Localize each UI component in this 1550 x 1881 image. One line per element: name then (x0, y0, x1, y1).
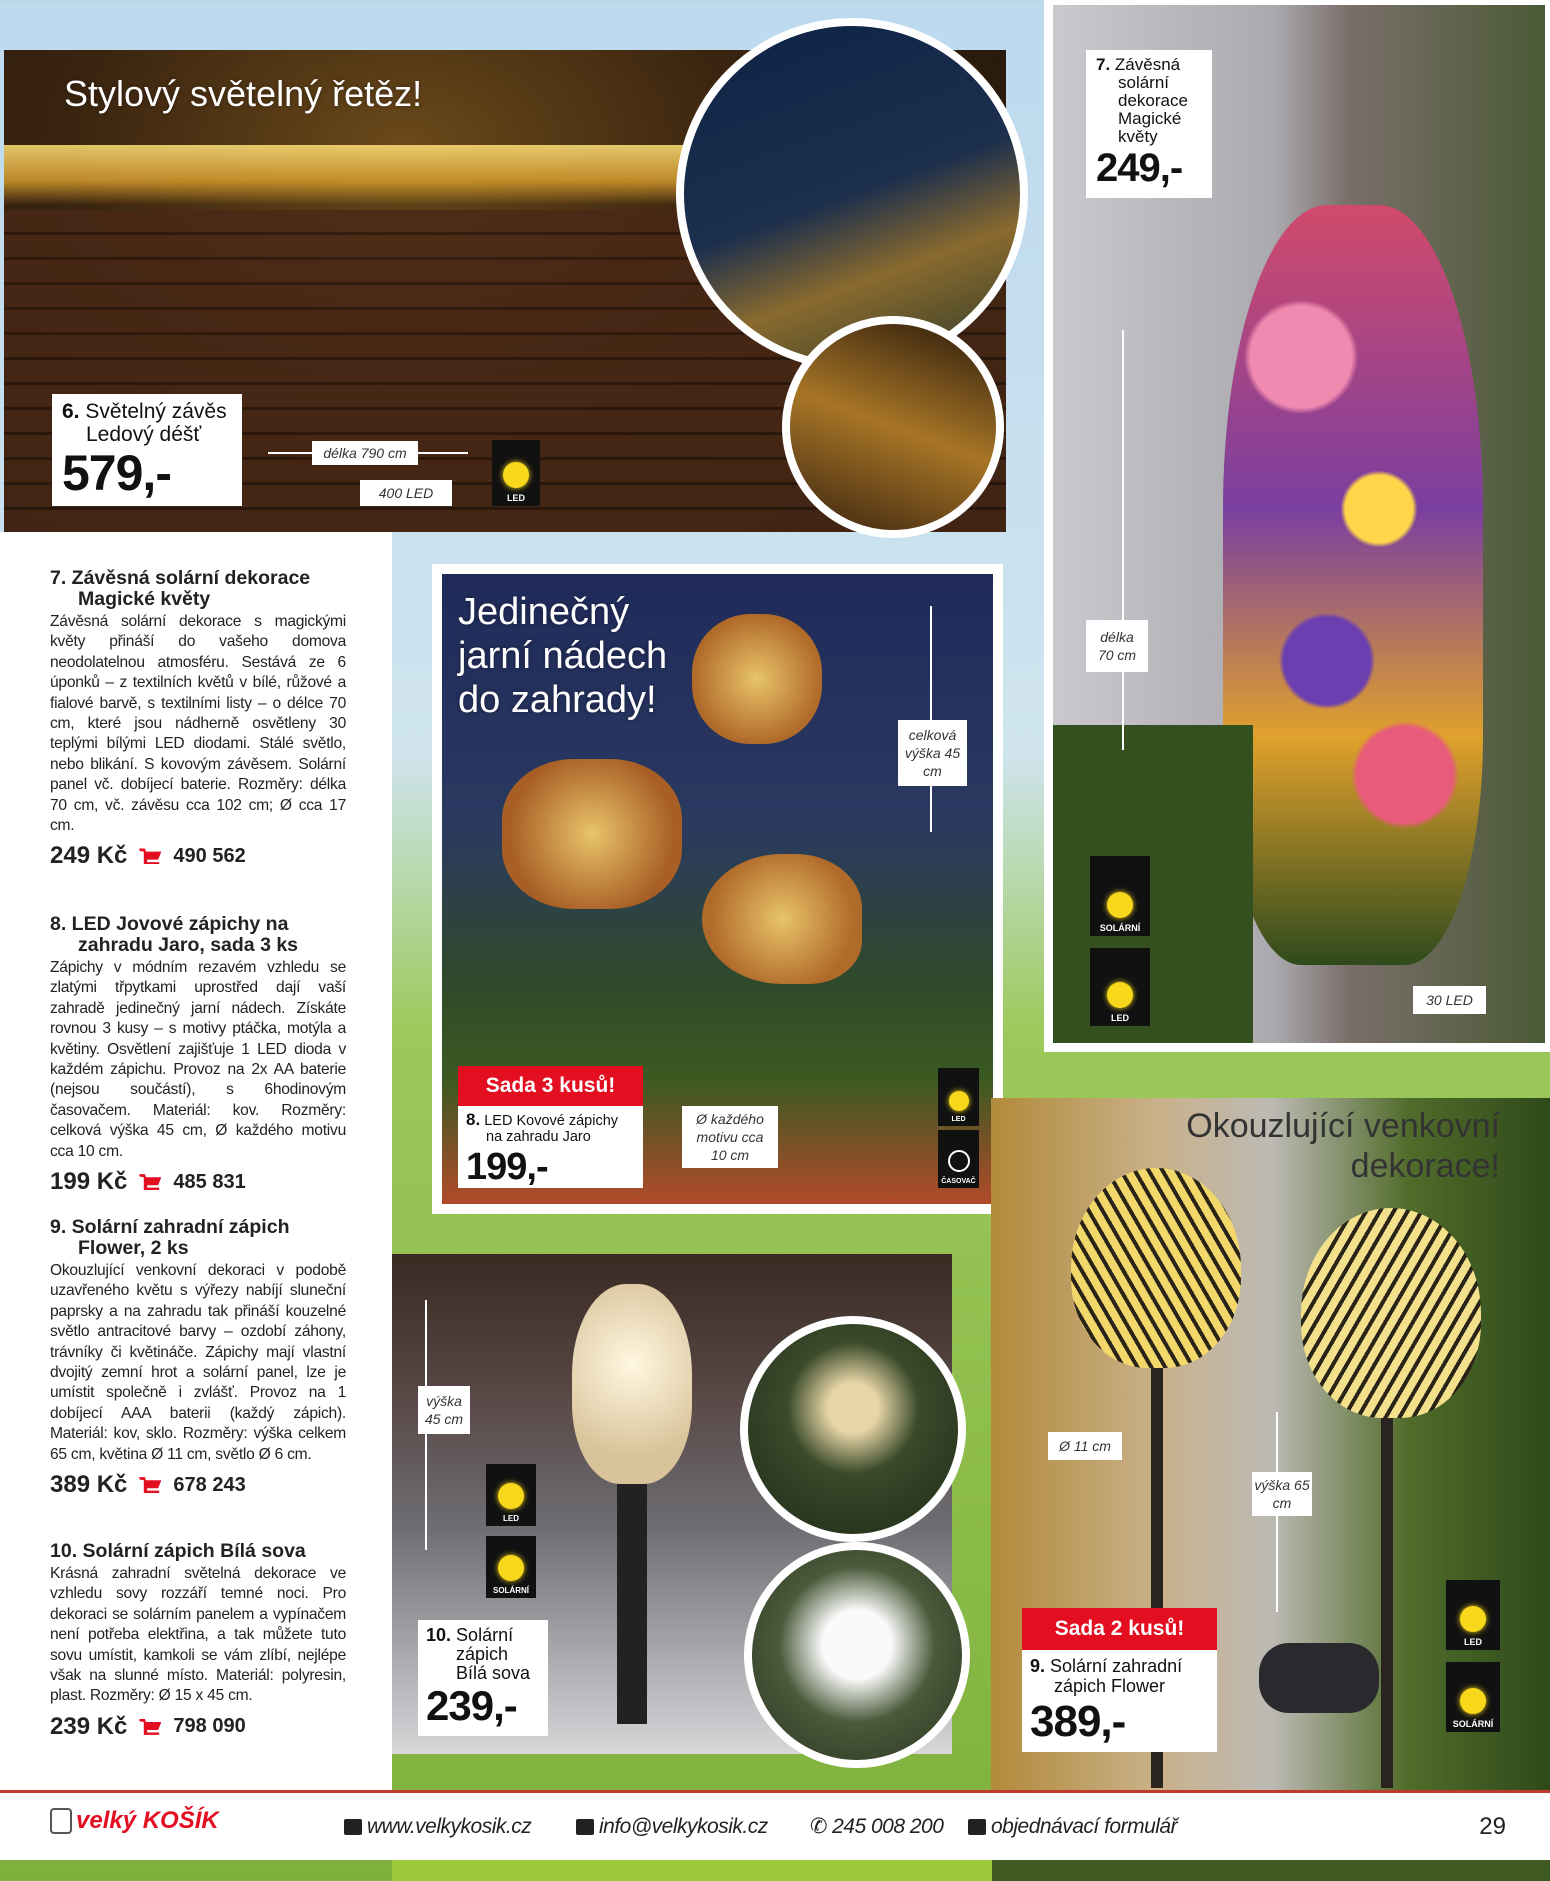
banner-item-name: Světelný závěs Ledový déšť (85, 400, 227, 446)
product-price: 249 Kč (50, 842, 128, 870)
product-description-10 (50, 1541, 346, 1741)
product-price: 239 Kč (50, 1712, 128, 1740)
flower-item-name: Solární zahradní zápich Flower (1050, 1656, 1183, 1696)
footer-phone[interactable]: ✆ 245 008 200 (810, 1814, 944, 1838)
footer-order-form[interactable]: objednávací formulář (968, 1815, 1177, 1839)
cart-logo-icon (50, 1808, 72, 1834)
stakes-item-name: LED Kovové zápichy na zahradu Jaro (484, 1113, 619, 1145)
product-description: Závěsná solární dekorace s magickými květy přináší do vašeho domova neodolatelnou atmosféru. Sestává ze 6 úponků – z textilních květů v bílé, růžové a fialové barvě, s textilními listy – o délce 70 cm, které jsou nádherně osvětleny 30 teplými bílými LED diodami. Stálé světlo, nebo blikání. S kovovým závěsem. Solární panel vč. dobíjecí baterie. Rozměry: délka 70 cm, vč. závěsu cca 102 cm; Ø cca 17 cm. (50, 613, 346, 835)
cart-icon[interactable] (139, 1174, 161, 1190)
set-badge: Sada 2 kusů! (1022, 1608, 1217, 1650)
flower-price: 389,- (1030, 1697, 1126, 1746)
hanging-item-name: Závěsná solární dekorace Magické květy (1114, 55, 1188, 146)
owl-detail-circle-bottom (744, 1542, 970, 1768)
stakes-headline: Jedinečný jarní nádech do zahrady! (458, 591, 668, 721)
product-description-9 (50, 1217, 346, 1499)
flower-height-tag: výška 65 cm (1252, 1472, 1312, 1516)
owl-figure (572, 1284, 692, 1484)
price-row (50, 1168, 346, 1196)
height-arrow (930, 606, 932, 832)
mail-icon (576, 1819, 594, 1835)
solar-icon: SOLÁRNÍ (1446, 1662, 1500, 1732)
tulip-lamp-right (1301, 1208, 1481, 1418)
product-description: Okouzlující venkovní dekoraci v podobě uzavřeného květu s výřezy nabíjí sluneční paprsky a na zahradu tak přináší kouzelné světlo antracitové barvy – ozdobí záhony, trávníky či květináče. Zápichy mají vlastní dvojitý zemní hrot a solární panel, lze je umístit společně i zvlášť. Provoz na 1 dobíjecí AAA baterii (každý zápich). Materiál: kov, sklo. Rozměry: výška celkem 65 cm, květina Ø 11 cm, světlo Ø 6 cm. (50, 1262, 346, 1463)
footer (0, 1790, 1550, 1860)
solar-icon: SOLÁRNÍ (1090, 856, 1150, 936)
monitor-icon (344, 1819, 362, 1835)
product-title: 7. Závěsná solární dekorace Magické květy (50, 567, 311, 610)
flower-diameter-tag: Ø 11 cm (1048, 1432, 1122, 1460)
solar-panel (1259, 1643, 1379, 1713)
product-description: Krásná zahradní světelná dekorace ve vzhledu sovy rozzáří temné noci. Pro dekoraci se solárním panelem a vypínačem není potřeba elektřina, a tak můžete tuto sovu umístit, kamkoli se vám zlíbí, nejlépe však na slunné místo. Materiál: polyresin, plast. Rozměry: Ø 15 x 45 cm. (50, 1565, 346, 1705)
footer-email[interactable]: info@velkykosik.cz (576, 1815, 768, 1839)
butterfly-stake (502, 759, 682, 909)
tulip-lamp-left (1071, 1168, 1241, 1368)
flower-stake (692, 614, 822, 744)
owl-height-tag: výška 45 cm (418, 1386, 470, 1434)
page-number: 29 (1479, 1812, 1506, 1840)
hanging-led-tag: 30 LED (1413, 986, 1486, 1014)
lamp-stake-right (1381, 1418, 1393, 1788)
solar-stake (617, 1484, 647, 1724)
length-tag: délka 790 cm (312, 441, 418, 465)
hanging-price-label: 7. Závěsná solární dekorace Magické květy 249,- (1086, 50, 1212, 198)
cart-icon[interactable] (139, 848, 161, 864)
product-title: 10. Solární zápich Bílá sova (50, 1540, 306, 1562)
led-icon: LED (938, 1068, 979, 1126)
bird-stake (702, 854, 862, 984)
led-icon: LED (486, 1464, 536, 1526)
price-row (50, 842, 346, 870)
product-description: Zápichy v módním rezavém vzhledu se zlatými třpytkami uprostřed dají vaší zahradě jedinečný jarní nádech. Získáte rovnou 3 kusy – s motivy ptáčka, motýla a květiny. Osvětlení zajišťuje 1 LED dioda v každém zápichu. Provoz na 2x AA baterie (nejsou součástí), s 6hodinovým časovačem. Materiál: kov. Rozměry: celková výška 45 cm, Ø každého motivu cca 10 cm. (50, 959, 346, 1160)
owl-price: 239,- (426, 1682, 517, 1729)
product-code: 678 243 (173, 1473, 246, 1496)
eave-lights (4, 145, 724, 205)
logo[interactable]: velký KOŠÍK (50, 1807, 219, 1835)
price-row (50, 1471, 346, 1499)
timer-icon: ČASOVAČ (938, 1130, 979, 1188)
led-count-tag: 400 LED (360, 480, 452, 506)
banner-detail-circle-large (676, 18, 1028, 370)
banner-title: Stylový světelný řetěz! (64, 73, 423, 114)
set-badge: Sada 3 kusů! (458, 1066, 643, 1106)
owl-price-label: 10. Solární zápich Bílá sova 239,- (418, 1620, 548, 1736)
product-description-7 (50, 568, 346, 870)
phone-icon: ✆ (810, 1815, 828, 1838)
product-title: 8. LED Jovové zápichy na zahradu Jaro, sada 3 ks (50, 913, 299, 956)
product-code: 490 562 (173, 844, 246, 867)
product-code: 798 090 (173, 1715, 246, 1738)
flower-headline: Okouzlující venkovní dekorace! (1186, 1107, 1500, 1185)
stakes-price: 199,- (466, 1146, 548, 1188)
product-description-8 (50, 914, 346, 1196)
product-code: 485 831 (173, 1170, 246, 1193)
hanging-length-tag: délka 70 cm (1086, 620, 1148, 672)
stakes-height-tag: celková výška 45 cm (898, 720, 967, 786)
led-icon: LED (1446, 1580, 1500, 1650)
cart-icon[interactable] (139, 1477, 161, 1493)
hanging-price: 249,- (1096, 146, 1183, 190)
bottom-strip-dark (992, 1860, 1550, 1881)
hedge (1053, 725, 1253, 1045)
owl-detail-circle-top (740, 1316, 966, 1542)
flower-cascade (1223, 205, 1483, 965)
product-price: 199 Kč (50, 1168, 128, 1196)
length-arrow-vertical (1122, 330, 1124, 750)
solar-icon: SOLÁRNÍ (486, 1536, 536, 1598)
bottom-strip (392, 1860, 992, 1881)
banner-price: 579,- (62, 445, 171, 501)
owl-item-name: Solární zápich Bílá sova (456, 1625, 531, 1683)
cart-icon[interactable] (139, 1719, 161, 1735)
stakes-price-label: 8. LED Kovové zápichy na zahradu Jaro 199,- (458, 1106, 643, 1188)
product-price: 389 Kč (50, 1471, 128, 1499)
pencil-icon (968, 1819, 986, 1835)
price-row (50, 1713, 346, 1741)
led-icon: LED (492, 440, 540, 506)
footer-website[interactable]: www.velkykosik.cz (344, 1815, 531, 1839)
stakes-diameter-tag: Ø každého motivu cca 10 cm (682, 1106, 778, 1168)
banner-price-label: 6. Světelný závěs Ledový déšť 579,- (52, 394, 242, 506)
banner-detail-circle-small (782, 316, 1004, 538)
product-title: 9. Solární zahradní zápich Flower, 2 ks (50, 1216, 290, 1259)
flower-price-label: 9. Solární zahradní zápich Flower 389,- (1022, 1650, 1217, 1752)
led-icon: LED (1090, 948, 1150, 1026)
